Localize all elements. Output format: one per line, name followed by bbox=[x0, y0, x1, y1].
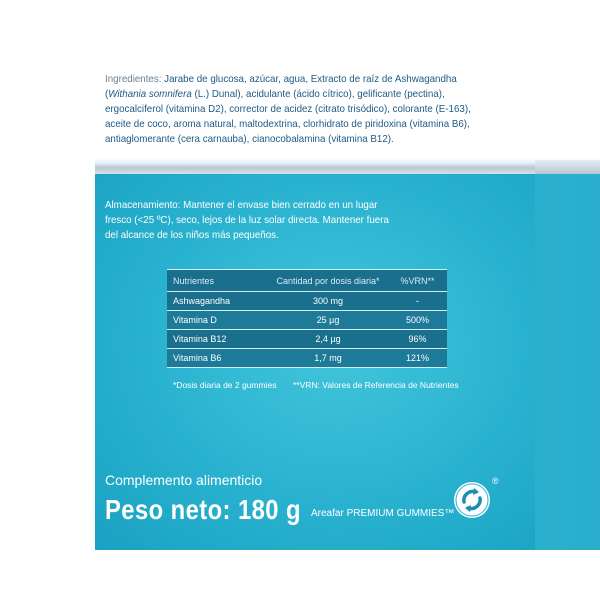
nutrient-amount: 2,4 µg bbox=[315, 334, 341, 344]
label-panel bbox=[95, 174, 535, 550]
footnote-dose: *Dosis diaria de 2 gummies bbox=[173, 380, 277, 390]
nutrient-name: Vitamina B12 bbox=[173, 334, 227, 344]
product-category: Complemento alimenticio bbox=[105, 472, 263, 488]
table-row bbox=[167, 292, 447, 311]
panel-edge bbox=[535, 174, 600, 550]
header-vrn: %VRN** bbox=[400, 275, 435, 286]
ingredients-part-b: (L.) Dunal), acidulante (ácido cítrico), gelificante (pectina), ergocalciferol (vitamina D2), corrector de acidez (citrato trisódico), colorante (E-163), aceite de coco, aroma natural, maltodextrina, clorhidrato de piridoxina (vitamina B6), antiaglomerante (cera carnauba), cianocobalamina (vitamina B12). bbox=[105, 88, 471, 145]
divider-stripe bbox=[95, 158, 600, 174]
table-row bbox=[167, 330, 447, 349]
table-header bbox=[167, 269, 447, 292]
nutrient-amount: 1,7 mg bbox=[314, 353, 342, 363]
nutrient-amount: 300 mg bbox=[312, 296, 344, 306]
ingredients-part-a: Jarabe de glucosa, azúcar, agua, Extracto de raíz de Ashwagandha ( bbox=[105, 73, 457, 100]
net-weight: Peso neto: 180 g bbox=[105, 494, 301, 525]
ingredients-section bbox=[95, 64, 600, 174]
ingredients-latin-name: Withania somnifera bbox=[108, 88, 192, 100]
nutrient-vrn: 121% bbox=[405, 353, 430, 363]
ingredients-label: Ingredientes: bbox=[105, 73, 162, 85]
footnote-vrn: **VRN: Valores de Referencia de Nutrientes bbox=[293, 380, 459, 390]
storage-text: Almacenamiento: Mantener el envase bien cerrado en un lugar fresco (<25 ºC), seco, lejos de la luz solar directa. Mantener fuera del alcance de los niños más pequeños. bbox=[105, 199, 389, 241]
header-cantidad: Cantidad por dosis diaria* bbox=[276, 275, 380, 286]
nutrient-name: Ashwagandha bbox=[173, 296, 231, 306]
brand-name: Areafar PREMIUM GUMMIES™ bbox=[311, 508, 455, 519]
nutrition-table bbox=[167, 269, 447, 368]
ingredients-text bbox=[105, 72, 477, 147]
header-nutrientes: Nutrientes bbox=[173, 275, 215, 286]
recycle-icon bbox=[452, 480, 492, 520]
nutrient-name: Vitamina D bbox=[173, 315, 217, 325]
nutrient-vrn: 96% bbox=[408, 334, 427, 344]
table-row bbox=[167, 349, 447, 368]
nutrient-name: Vitamina B6 bbox=[173, 353, 222, 363]
registered-mark: ® bbox=[492, 476, 499, 486]
nutrient-vrn: - bbox=[416, 296, 419, 306]
nutrient-amount: 25 µg bbox=[316, 315, 340, 325]
table-row bbox=[167, 311, 447, 330]
nutrient-vrn: 500% bbox=[405, 315, 430, 325]
